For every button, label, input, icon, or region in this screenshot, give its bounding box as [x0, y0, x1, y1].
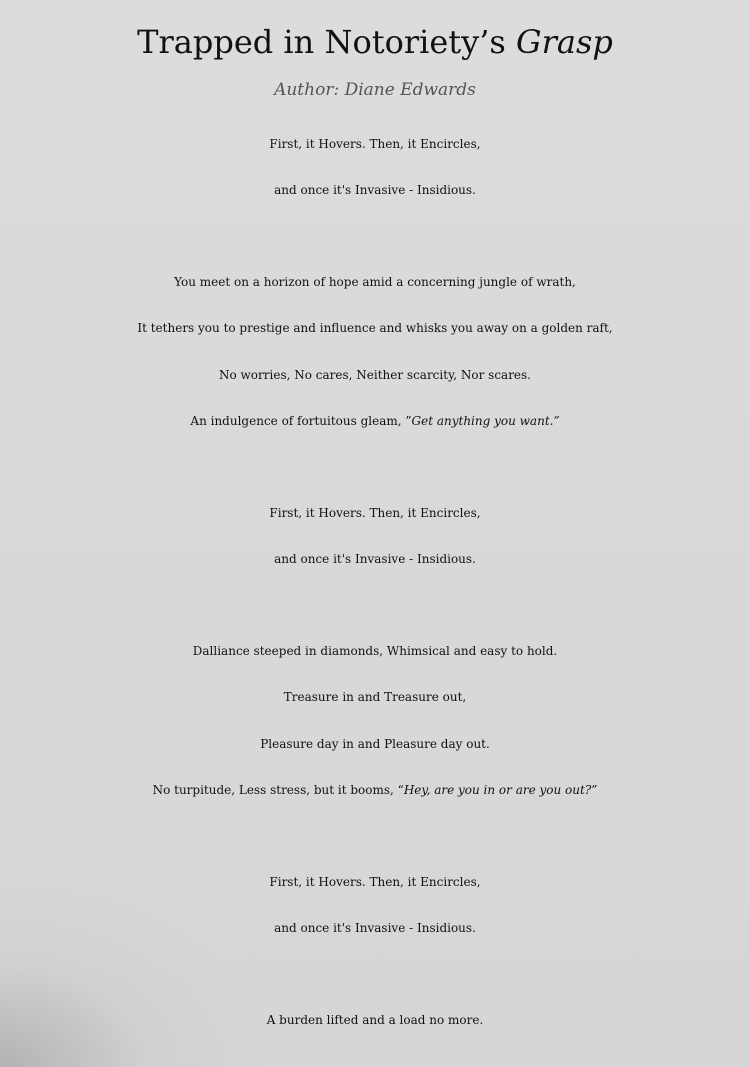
stanza-1-line-3: No worries, No cares, Neither scarcity, Nor scares. — [219, 368, 531, 382]
stanza-1-line-4 — [0, 408, 750, 434]
poem-title-italic: Grasp — [516, 23, 613, 61]
poem-title-main: Trapped in Notoriety’s — [137, 23, 516, 61]
stanza-2-line-1: Dalliance steeped in diamonds, Whimsical and easy to hold. — [192, 644, 558, 658]
stanza-2-line-4-prefix: No turpitude, Less stress, but it booms, “ — [152, 783, 404, 797]
stanza-1-line-1: You meet on a horizon of hope amid a concerning jungle of wrath, — [174, 275, 576, 289]
stanza-2-line-3: Pleasure day in and Pleasure day out. — [260, 737, 490, 751]
stanza-2-line-4 — [0, 777, 750, 803]
stanza-1-line-2: It tethers you to prestige and influence and whisks you away on a golden raft, — [137, 321, 613, 335]
stanza-1-line-4-prefix: An indulgence of fortuitous gleam, ” — [190, 414, 412, 428]
refrain-3-line-2: and once it's Invasive - Insidious. — [274, 921, 476, 935]
refrain-2-line-1: First, it Hovers. Then, it Encircles, — [269, 506, 481, 520]
poem-author: Author: Diane Edwards — [274, 80, 476, 100]
poem-title — [0, 20, 750, 64]
refrain-1-line-1: First, it Hovers. Then, it Encircles, — [269, 137, 481, 151]
stanza-3-line-1: A burden lifted and a load no more. — [266, 1013, 484, 1027]
stanza-1-line-4-quote: Get anything you want.” — [411, 414, 560, 428]
refrain-3-line-1: First, it Hovers. Then, it Encircles, — [269, 875, 481, 889]
stanza-2-line-4-quote: Hey, are you in or are you out?” — [403, 783, 598, 797]
refrain-1-line-2: and once it's Invasive - Insidious. — [274, 183, 476, 197]
refrain-2-line-2: and once it's Invasive - Insidious. — [274, 552, 476, 566]
stanza-2-line-2: Treasure in and Treasure out, — [283, 690, 467, 704]
